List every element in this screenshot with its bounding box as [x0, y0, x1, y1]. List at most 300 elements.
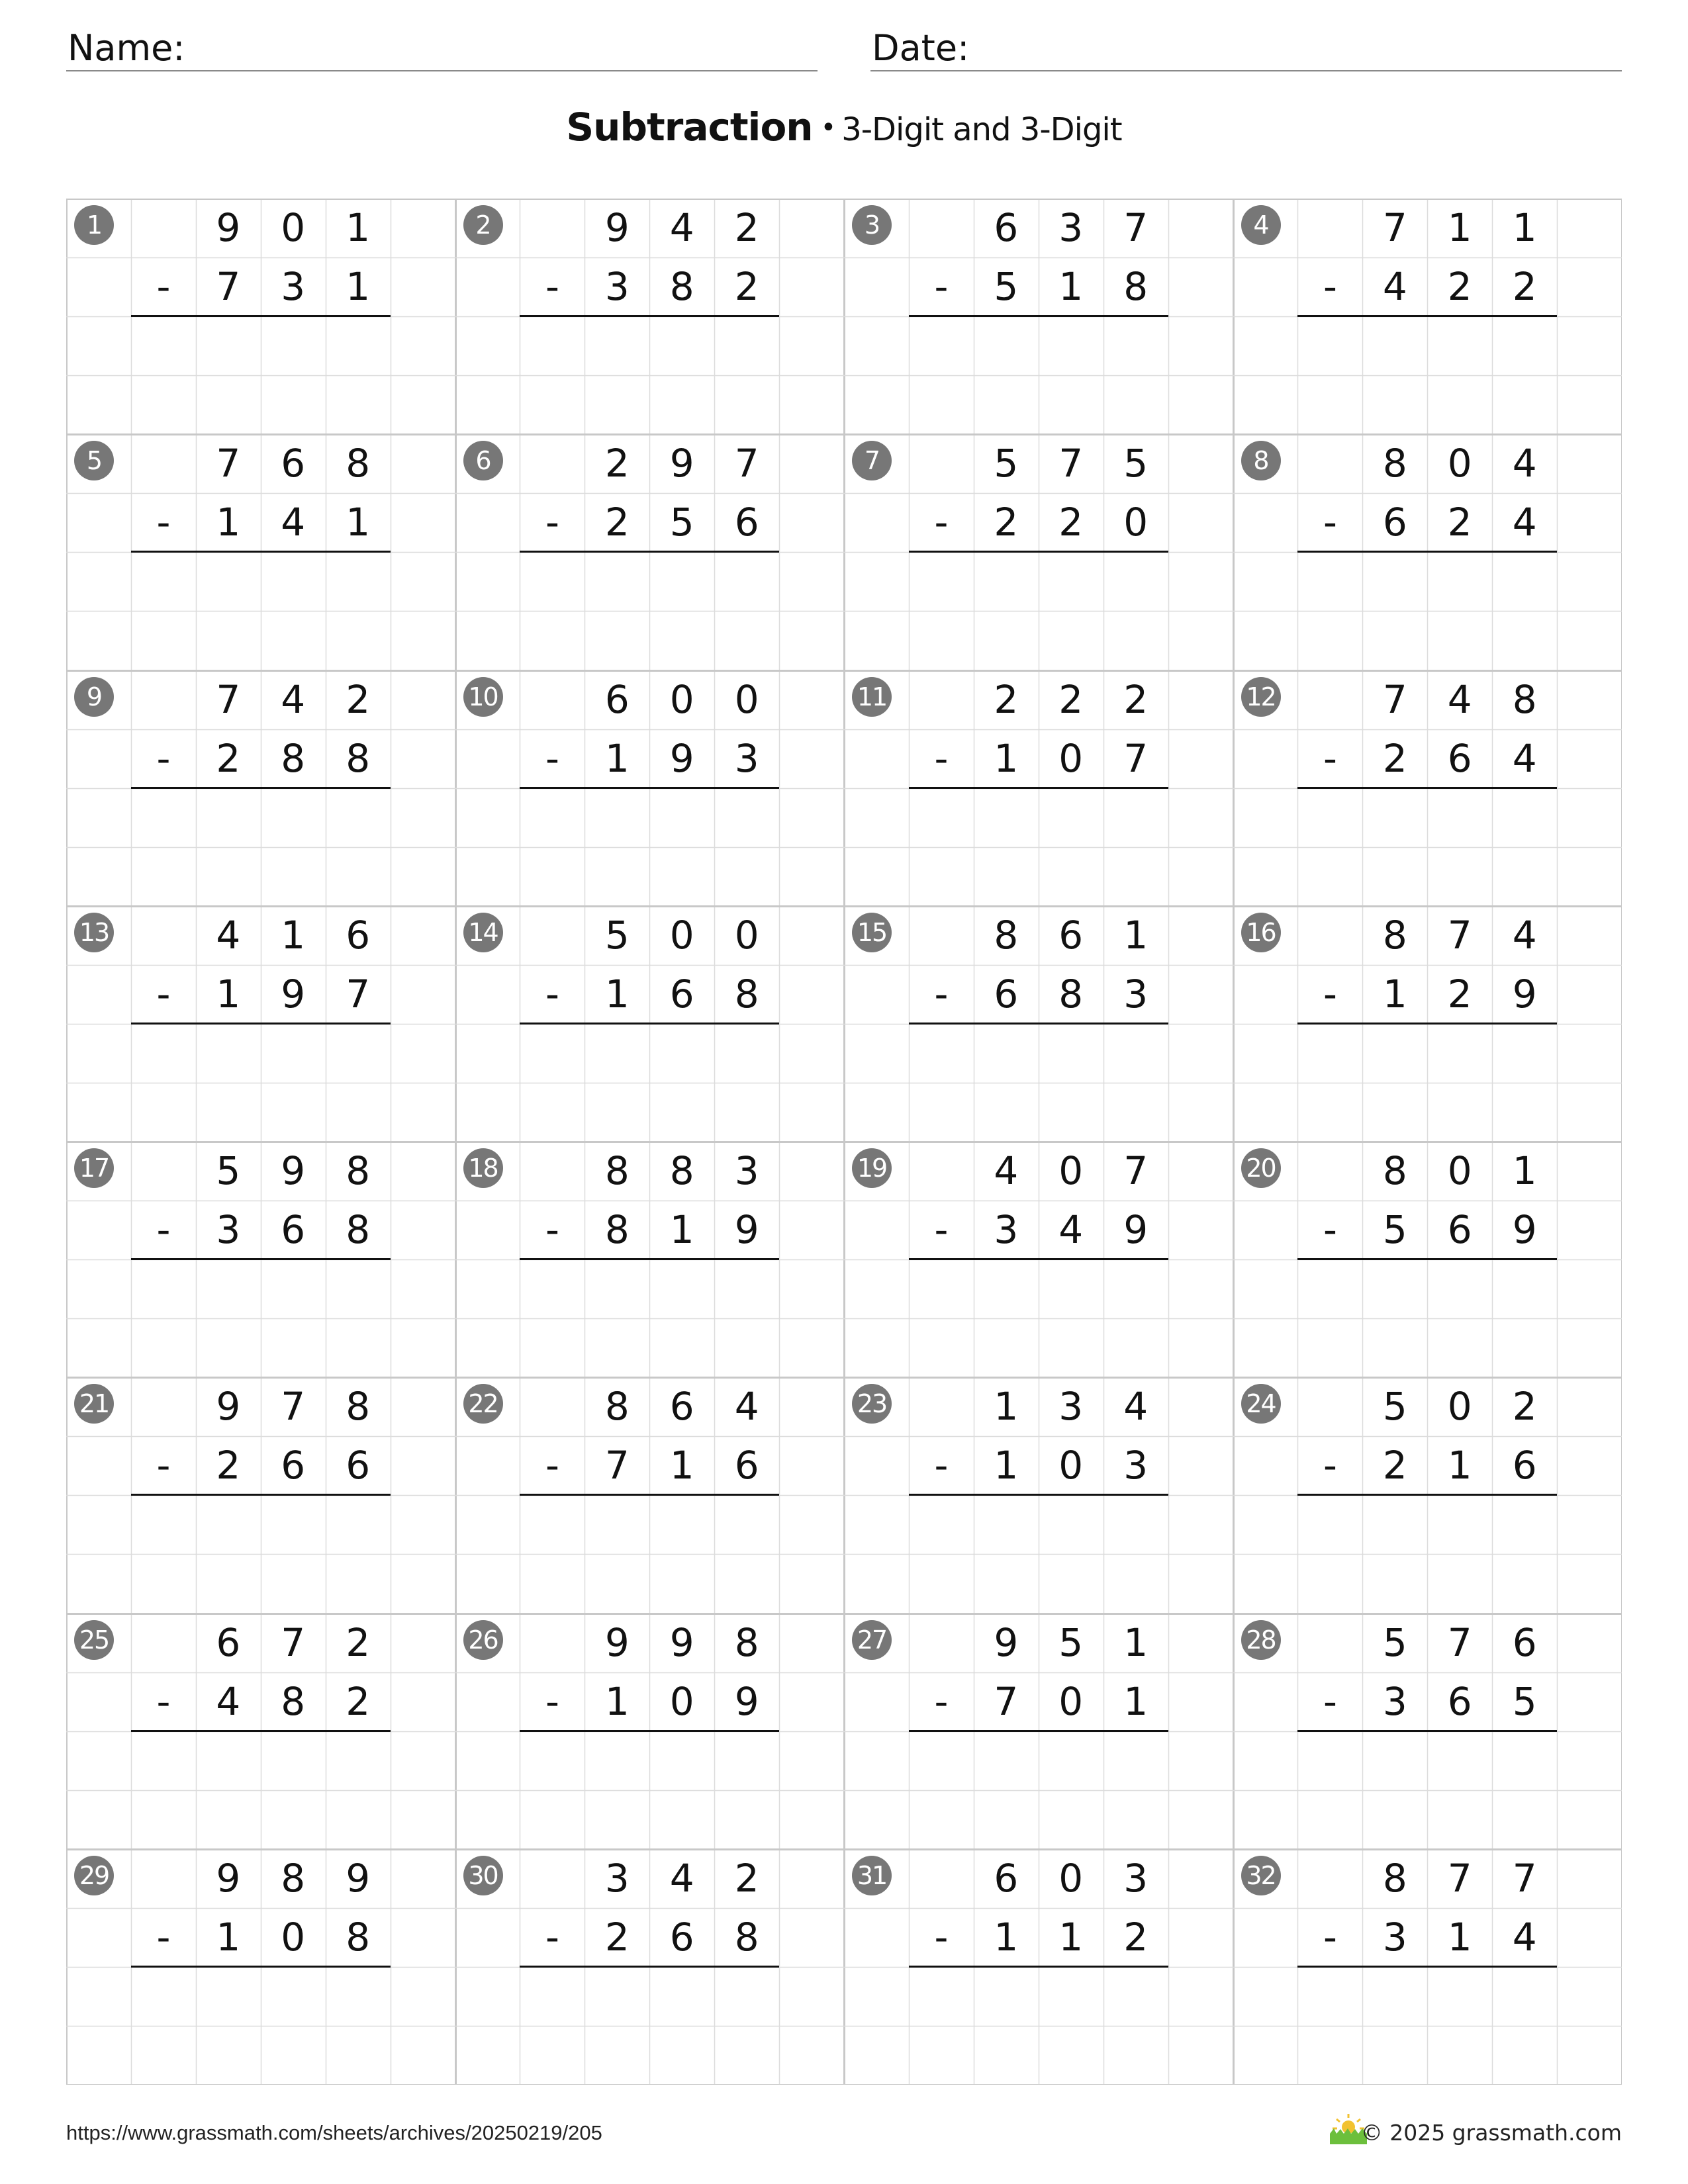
answer-line — [909, 1258, 1168, 1260]
answer-line — [909, 1730, 1168, 1732]
minus-operator: - — [545, 1207, 559, 1253]
minuend-digit: 6 — [1058, 912, 1084, 958]
minuend-digit: 1 — [1123, 912, 1149, 958]
minus-operator: - — [934, 1678, 949, 1724]
problem-grid — [66, 199, 1622, 2085]
problem-number-badge: 23 — [852, 1384, 892, 1424]
subtrahend-digit: 2 — [346, 1678, 371, 1724]
minuend-digit: 7 — [1447, 1855, 1472, 1901]
problem-number-badge: 9 — [74, 677, 114, 717]
subtrahend-digit: 6 — [669, 971, 694, 1017]
problem-27 — [844, 1614, 1233, 1849]
subtrahend-digit: 3 — [1382, 1914, 1407, 1960]
answer-area[interactable] — [520, 790, 779, 846]
minuend-digit: 0 — [1058, 1855, 1084, 1901]
minuend-digit: 5 — [1382, 1619, 1407, 1665]
answer-area[interactable] — [1297, 1025, 1557, 1081]
minus-operator: - — [934, 264, 949, 310]
answer-area[interactable] — [520, 1733, 779, 1789]
answer-area[interactable] — [909, 1733, 1168, 1789]
subtrahend-digit: 8 — [346, 1914, 371, 1960]
subtrahend-digit: 1 — [1447, 1443, 1472, 1488]
subtrahend-digit: 9 — [669, 735, 694, 781]
subtrahend-digit: 6 — [1512, 1443, 1537, 1488]
minuend-digit: 0 — [734, 676, 759, 722]
minuend-digit: 2 — [1512, 1384, 1537, 1430]
minuend-digit: 8 — [994, 912, 1019, 958]
minuend-digit: 3 — [1058, 1384, 1084, 1430]
subtrahend-digit: 7 — [1123, 735, 1149, 781]
minuend-digit: 6 — [669, 1384, 694, 1430]
subtrahend-digit: 7 — [994, 1678, 1019, 1724]
minuend-digit: 9 — [281, 1148, 306, 1193]
subtrahend-digit: 1 — [669, 1443, 694, 1488]
subtrahend-digit: 2 — [1382, 735, 1407, 781]
subtrahend-digit: 9 — [734, 1678, 759, 1724]
answer-line — [131, 1258, 391, 1260]
subtrahend-digit: 0 — [1123, 500, 1149, 545]
answer-area[interactable] — [520, 1968, 779, 2025]
minuend-digit: 4 — [1447, 676, 1472, 722]
answer-area[interactable] — [131, 1025, 391, 1081]
answer-line — [1297, 1023, 1557, 1024]
answer-line — [520, 1494, 779, 1496]
subtrahend-digit: 2 — [1512, 264, 1537, 310]
minus-operator: - — [1323, 1443, 1337, 1488]
minuend-digit: 3 — [1058, 205, 1084, 250]
minuend-digit: 9 — [669, 1619, 694, 1665]
problem-30 — [455, 1849, 845, 2085]
minus-operator: - — [1323, 264, 1337, 310]
minuend-digit: 8 — [669, 1148, 694, 1193]
minuend-digit: 3 — [604, 1855, 630, 1901]
subtrahend-digit: 2 — [1058, 500, 1084, 545]
minus-operator: - — [934, 500, 949, 545]
subtrahend-digit: 1 — [669, 1207, 694, 1253]
subtrahend-digit: 1 — [1447, 1914, 1472, 1960]
answer-area[interactable] — [1297, 1261, 1557, 1317]
minus-operator: - — [545, 1443, 559, 1488]
minus-operator: - — [545, 1678, 559, 1724]
problem-22 — [455, 1377, 845, 1613]
minus-operator: - — [156, 500, 171, 545]
answer-line — [520, 315, 779, 317]
minuend-digit: 3 — [734, 1148, 759, 1193]
minuend-digit: 4 — [994, 1148, 1019, 1193]
title-subtitle: 3-Digit and 3-Digit — [841, 111, 1122, 148]
answer-area[interactable] — [909, 1496, 1168, 1553]
minuend-digit: 0 — [281, 205, 306, 250]
minuend-digit: 9 — [216, 205, 241, 250]
answer-line — [909, 1966, 1168, 1968]
subtrahend-digit: 4 — [1512, 1914, 1537, 1960]
answer-line — [1297, 1494, 1557, 1496]
subtrahend-digit: 0 — [1058, 1678, 1084, 1724]
answer-line — [909, 551, 1168, 553]
minuend-digit: 8 — [1382, 1855, 1407, 1901]
answer-area[interactable] — [131, 1496, 391, 1553]
subtrahend-digit: 5 — [669, 500, 694, 545]
subtrahend-digit: 4 — [1058, 1207, 1084, 1253]
minuend-digit: 2 — [1058, 676, 1084, 722]
minus-operator: - — [934, 971, 949, 1017]
answer-area[interactable] — [520, 1025, 779, 1081]
minus-operator: - — [1323, 971, 1337, 1017]
footer-copyright: © 2025 grassmath.com — [1360, 2120, 1622, 2146]
minuend-digit: 0 — [1058, 1148, 1084, 1193]
minus-operator: - — [156, 1914, 171, 1960]
subtrahend-digit: 8 — [734, 1914, 759, 1960]
answer-line — [520, 1730, 779, 1732]
minuend-digit: 7 — [281, 1619, 306, 1665]
subtrahend-digit: 1 — [216, 971, 241, 1017]
subtrahend-digit: 2 — [604, 1914, 630, 1960]
problem-number-badge: 24 — [1241, 1384, 1281, 1424]
minuend-digit: 0 — [1447, 1148, 1472, 1193]
subtrahend-digit: 2 — [1447, 264, 1472, 310]
minuend-digit: 9 — [216, 1384, 241, 1430]
minuend-digit: 4 — [1123, 1384, 1149, 1430]
minuend-digit: 7 — [216, 441, 241, 486]
subtrahend-digit: 8 — [1058, 971, 1084, 1017]
subtrahend-digit: 3 — [281, 264, 306, 310]
problem-number-badge: 4 — [1241, 205, 1281, 245]
subtrahend-digit: 6 — [994, 971, 1019, 1017]
problem-number-badge: 29 — [74, 1856, 114, 1895]
minuend-digit: 3 — [1123, 1855, 1149, 1901]
problem-2 — [455, 199, 845, 434]
answer-line — [131, 315, 391, 317]
answer-line — [520, 1966, 779, 1968]
minus-operator: - — [156, 735, 171, 781]
minus-operator: - — [156, 1207, 171, 1253]
answer-line — [909, 1494, 1168, 1496]
problem-number-badge: 15 — [852, 913, 892, 952]
subtrahend-digit: 6 — [734, 500, 759, 545]
subtrahend-digit: 2 — [1382, 1443, 1407, 1488]
minuend-digit: 7 — [1382, 205, 1407, 250]
minuend-digit: 4 — [1512, 912, 1537, 958]
minuend-digit: 8 — [346, 1384, 371, 1430]
answer-area[interactable] — [1297, 553, 1557, 610]
answer-area[interactable] — [909, 553, 1168, 610]
minuend-digit: 2 — [1123, 676, 1149, 722]
answer-line — [909, 315, 1168, 317]
problem-number-badge: 11 — [852, 677, 892, 717]
problem-1 — [66, 199, 455, 434]
problem-14 — [455, 906, 845, 1142]
problem-3 — [844, 199, 1233, 434]
answer-area[interactable] — [131, 1968, 391, 2025]
problem-number-badge: 28 — [1241, 1620, 1281, 1660]
answer-line — [1297, 1258, 1557, 1260]
subtrahend-digit: 8 — [734, 971, 759, 1017]
problem-31 — [844, 1849, 1233, 2085]
date-label: Date: — [872, 27, 970, 69]
date-field[interactable] — [870, 24, 1622, 71]
answer-area[interactable] — [520, 553, 779, 610]
problem-number-badge: 13 — [74, 913, 114, 952]
minuend-digit: 5 — [1058, 1619, 1084, 1665]
problem-19 — [844, 1142, 1233, 1377]
minuend-digit: 7 — [1447, 912, 1472, 958]
subtrahend-digit: 5 — [1512, 1678, 1537, 1724]
subtrahend-digit: 0 — [1058, 735, 1084, 781]
minus-operator: - — [1323, 1914, 1337, 1960]
problem-number-badge: 22 — [463, 1384, 503, 1424]
answer-line — [131, 787, 391, 789]
problem-number-badge: 3 — [852, 205, 892, 245]
problem-number-badge: 31 — [852, 1856, 892, 1895]
subtrahend-digit: 1 — [604, 971, 630, 1017]
subtrahend-digit: 6 — [1382, 500, 1407, 545]
subtrahend-digit: 7 — [216, 264, 241, 310]
subtrahend-digit: 3 — [734, 735, 759, 781]
subtrahend-digit: 3 — [604, 264, 630, 310]
minuend-digit: 1 — [1447, 205, 1472, 250]
minuend-digit: 1 — [281, 912, 306, 958]
problem-number-badge: 20 — [1241, 1148, 1281, 1188]
problem-9 — [66, 670, 455, 906]
problem-number-badge: 12 — [1241, 677, 1281, 717]
problem-16 — [1233, 906, 1622, 1142]
title-separator: • — [820, 113, 837, 143]
problem-23 — [844, 1377, 1233, 1613]
minuend-digit: 5 — [994, 441, 1019, 486]
answer-line — [1297, 315, 1557, 317]
subtrahend-digit: 2 — [216, 735, 241, 781]
subtrahend-digit: 1 — [1382, 971, 1407, 1017]
answer-area[interactable] — [909, 1025, 1168, 1081]
problem-number-badge: 17 — [74, 1148, 114, 1188]
problem-5 — [66, 434, 455, 670]
answer-line — [131, 1966, 391, 1968]
problem-number-badge: 18 — [463, 1148, 503, 1188]
answer-area[interactable] — [1297, 1496, 1557, 1553]
answer-area[interactable] — [131, 1261, 391, 1317]
subtrahend-digit: 1 — [1058, 264, 1084, 310]
answer-line — [909, 787, 1168, 789]
minuend-digit: 4 — [669, 1855, 694, 1901]
problem-number-badge: 32 — [1241, 1856, 1281, 1895]
subtrahend-digit: 9 — [1123, 1207, 1149, 1253]
answer-area[interactable] — [1297, 1733, 1557, 1789]
minus-operator: - — [156, 264, 171, 310]
problem-number-badge: 16 — [1241, 913, 1281, 952]
minuend-digit: 8 — [1382, 1148, 1407, 1193]
answer-area[interactable] — [909, 1968, 1168, 2025]
answer-line — [909, 1023, 1168, 1024]
subtrahend-digit: 3 — [216, 1207, 241, 1253]
answer-area[interactable] — [1297, 790, 1557, 846]
subtrahend-digit: 8 — [346, 735, 371, 781]
subtrahend-digit: 1 — [994, 735, 1019, 781]
problem-25 — [66, 1614, 455, 1849]
problem-12 — [1233, 670, 1622, 906]
minuend-digit: 4 — [669, 205, 694, 250]
minus-operator: - — [545, 735, 559, 781]
minuend-digit: 7 — [1058, 441, 1084, 486]
title-main: Subtraction — [566, 105, 813, 150]
answer-area[interactable] — [131, 318, 391, 374]
subtrahend-digit: 1 — [604, 735, 630, 781]
subtrahend-digit: 2 — [1123, 1914, 1149, 1960]
minuend-digit: 5 — [1123, 441, 1149, 486]
subtrahend-digit: 7 — [604, 1443, 630, 1488]
problem-11 — [844, 670, 1233, 906]
subtrahend-digit: 3 — [994, 1207, 1019, 1253]
minuend-digit: 9 — [216, 1855, 241, 1901]
subtrahend-digit: 5 — [994, 264, 1019, 310]
subtrahend-digit: 2 — [994, 500, 1019, 545]
minuend-digit: 8 — [346, 1148, 371, 1193]
subtrahend-digit: 8 — [281, 735, 306, 781]
minuend-digit: 2 — [734, 205, 759, 250]
minuend-digit: 1 — [1512, 1148, 1537, 1193]
subtrahend-digit: 0 — [669, 1678, 694, 1724]
problem-10 — [455, 670, 845, 906]
answer-line — [520, 551, 779, 553]
answer-area[interactable] — [520, 318, 779, 374]
answer-line — [131, 1023, 391, 1024]
subtrahend-digit: 6 — [1447, 1207, 1472, 1253]
problem-8 — [1233, 434, 1622, 670]
problem-number-badge: 14 — [463, 913, 503, 952]
subtrahend-digit: 1 — [216, 500, 241, 545]
problem-18 — [455, 1142, 845, 1377]
minuend-digit: 4 — [1512, 441, 1537, 486]
subtrahend-digit: 6 — [281, 1443, 306, 1488]
subtrahend-digit: 6 — [281, 1207, 306, 1253]
problem-number-badge: 5 — [74, 441, 114, 480]
minus-operator: - — [156, 971, 171, 1017]
answer-line — [131, 1730, 391, 1732]
subtrahend-digit: 4 — [1512, 735, 1537, 781]
answer-line — [1297, 551, 1557, 553]
footer-url: https://www.grassmath.com/sheets/archives/20250219/205 — [66, 2121, 602, 2144]
subtrahend-digit: 3 — [1382, 1678, 1407, 1724]
subtrahend-digit: 1 — [604, 1678, 630, 1724]
minuend-digit: 6 — [1512, 1619, 1537, 1665]
subtrahend-digit: 1 — [1058, 1914, 1084, 1960]
worksheet-title — [0, 105, 1688, 150]
minuend-digit: 5 — [604, 912, 630, 958]
problem-20 — [1233, 1142, 1622, 1377]
subtrahend-digit: 2 — [734, 264, 759, 310]
minuend-digit: 2 — [734, 1855, 759, 1901]
answer-area[interactable] — [131, 790, 391, 846]
minuend-digit: 8 — [1382, 441, 1407, 486]
minuend-digit: 9 — [994, 1619, 1019, 1665]
minus-operator: - — [156, 1678, 171, 1724]
problem-21 — [66, 1377, 455, 1613]
minuend-digit: 8 — [1512, 676, 1537, 722]
subtrahend-digit: 4 — [1512, 500, 1537, 545]
problem-28 — [1233, 1614, 1622, 1849]
subtrahend-digit: 6 — [1447, 735, 1472, 781]
subtrahend-digit: 4 — [216, 1678, 241, 1724]
minus-operator: - — [1323, 1207, 1337, 1253]
minuend-digit: 1 — [1123, 1619, 1149, 1665]
problem-4 — [1233, 199, 1622, 434]
subtrahend-digit: 7 — [346, 971, 371, 1017]
subtrahend-digit: 9 — [1512, 971, 1537, 1017]
minuend-digit: 6 — [281, 441, 306, 486]
minuend-digit: 8 — [1382, 912, 1407, 958]
problem-32 — [1233, 1849, 1622, 2085]
problem-24 — [1233, 1377, 1622, 1613]
subtrahend-digit: 2 — [1447, 971, 1472, 1017]
problem-7 — [844, 434, 1233, 670]
minuend-digit: 2 — [994, 676, 1019, 722]
problem-number-badge: 21 — [74, 1384, 114, 1424]
answer-area[interactable] — [909, 790, 1168, 846]
minuend-digit: 7 — [734, 441, 759, 486]
subtrahend-digit: 8 — [669, 264, 694, 310]
answer-area[interactable] — [1297, 1968, 1557, 2025]
minuend-digit: 0 — [734, 912, 759, 958]
problem-15 — [844, 906, 1233, 1142]
minuend-digit: 1 — [346, 205, 371, 250]
minuend-digit: 5 — [1382, 1384, 1407, 1430]
problem-number-badge: 30 — [463, 1856, 503, 1895]
problem-number-badge: 2 — [463, 205, 503, 245]
subtrahend-digit: 8 — [1123, 264, 1149, 310]
minuend-digit: 6 — [994, 1855, 1019, 1901]
problem-6 — [455, 434, 845, 670]
answer-area[interactable] — [131, 1733, 391, 1789]
minuend-digit: 6 — [346, 912, 371, 958]
minuend-digit: 7 — [281, 1384, 306, 1430]
minuend-digit: 1 — [994, 1384, 1019, 1430]
subtrahend-digit: 0 — [281, 1914, 306, 1960]
answer-line — [520, 787, 779, 789]
minuend-digit: 0 — [1447, 441, 1472, 486]
minuend-digit: 7 — [1123, 205, 1149, 250]
minus-operator: - — [1323, 500, 1337, 545]
answer-area[interactable] — [1297, 318, 1557, 374]
answer-area[interactable] — [131, 553, 391, 610]
problem-number-badge: 25 — [74, 1620, 114, 1660]
problem-number-badge: 7 — [852, 441, 892, 480]
answer-line — [131, 551, 391, 553]
minuend-digit: 9 — [669, 441, 694, 486]
subtrahend-digit: 1 — [346, 500, 371, 545]
subtrahend-digit: 9 — [734, 1207, 759, 1253]
minuend-digit: 0 — [669, 676, 694, 722]
minuend-digit: 8 — [734, 1619, 759, 1665]
problem-number-badge: 26 — [463, 1620, 503, 1660]
subtrahend-digit: 6 — [1447, 1678, 1472, 1724]
minuend-digit: 9 — [604, 1619, 630, 1665]
subtrahend-digit: 2 — [216, 1443, 241, 1488]
answer-area[interactable] — [520, 1496, 779, 1553]
subtrahend-digit: 3 — [1123, 971, 1149, 1017]
subtrahend-digit: 4 — [1382, 264, 1407, 310]
problem-number-badge: 1 — [74, 205, 114, 245]
answer-area[interactable] — [520, 1261, 779, 1317]
minuend-digit: 8 — [604, 1384, 630, 1430]
subtrahend-digit: 1 — [346, 264, 371, 310]
minuend-digit: 4 — [734, 1384, 759, 1430]
problem-number-badge: 27 — [852, 1620, 892, 1660]
answer-area[interactable] — [909, 318, 1168, 374]
minuend-digit: 8 — [281, 1855, 306, 1901]
answer-area[interactable] — [909, 1261, 1168, 1317]
minuend-digit: 2 — [604, 441, 630, 486]
name-field[interactable] — [66, 24, 818, 71]
answer-line — [131, 1494, 391, 1496]
